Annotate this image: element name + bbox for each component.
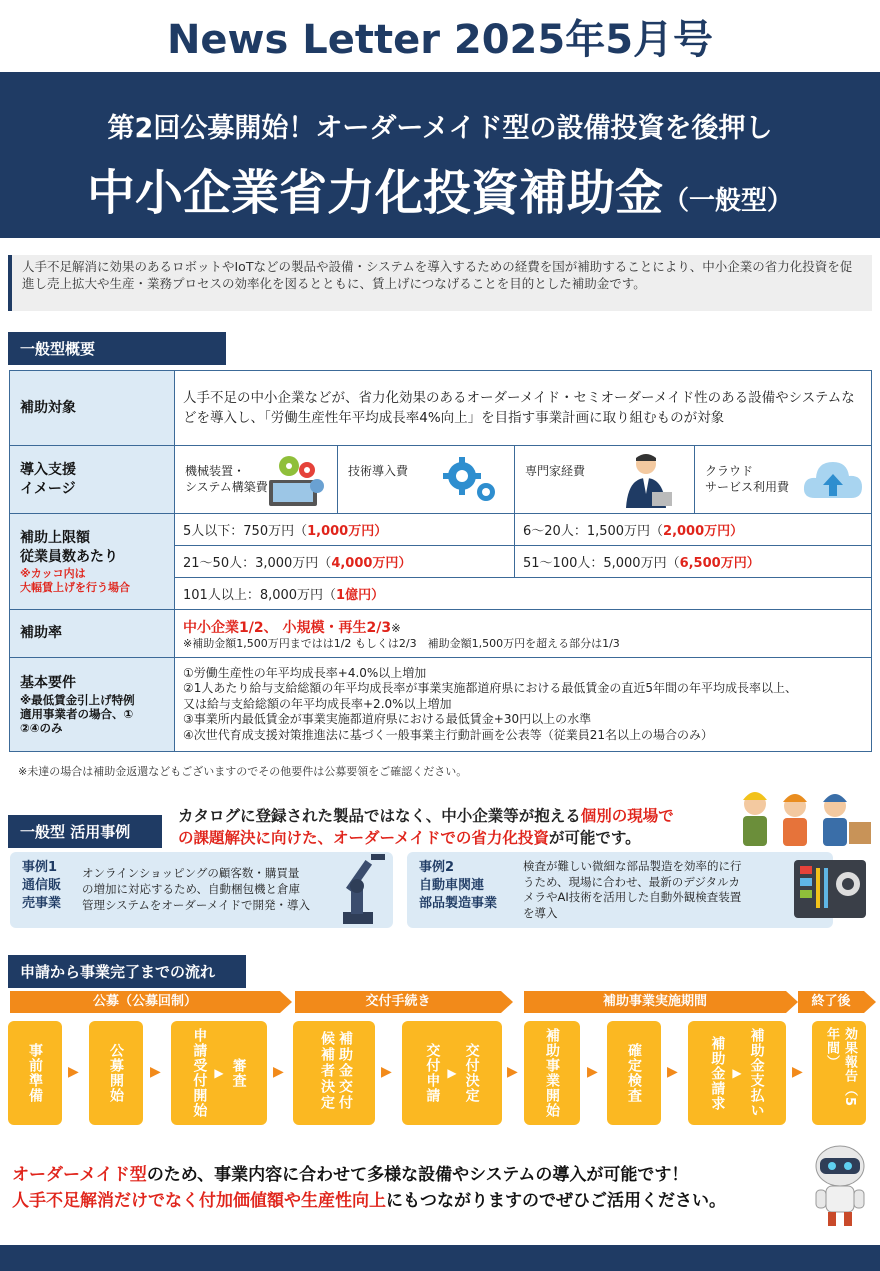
table-row: [10, 610, 872, 658]
limit-bonus: 6,500万円: [679, 556, 747, 571]
limit-text: 6〜20人：1,500万円（: [523, 524, 664, 539]
limit-bonus: 2,000万円: [663, 524, 731, 539]
workers-illustration: [735, 778, 875, 848]
phase-bar: 公募（公募回制）: [10, 991, 280, 1013]
case-sub: 部品製造事業: [419, 896, 498, 911]
closing-highlight: 人手不足解消だけでなく付加価値額や生産性向上: [12, 1191, 386, 1211]
step-label: 事前準備: [27, 1043, 43, 1103]
closing-text: にもつながりますのでぜひご活用ください。: [386, 1191, 726, 1211]
step-card: [171, 1021, 267, 1125]
table-row: [10, 371, 872, 446]
case-2-title: [419, 859, 497, 913]
support-item-technology: [338, 446, 515, 514]
banner-subtitle: 第2回公募開始！オーダーメイド型の設備投資を後押し: [107, 113, 773, 144]
limit-bonus: 4,000万円: [331, 556, 399, 571]
laptop-gears-icon: [261, 450, 331, 510]
newsletter-title: News Letter 2025年5月号: [166, 17, 714, 63]
support-label-line: イメージ: [20, 480, 76, 497]
step-card: [89, 1021, 143, 1125]
step-label: 補助事業開始: [544, 1028, 560, 1118]
list-item: ①労働生産性の年平均成長率+4.0%以上増加: [183, 665, 427, 680]
requirements-note: ②④のみ: [20, 721, 63, 735]
overview-table: [9, 370, 872, 752]
rate-main: 中小企業1/2、 小規模・再生2/3: [183, 619, 392, 636]
requirements-note: 適用事業者の場合、①: [20, 707, 134, 721]
case-title: 事例1: [22, 860, 58, 875]
list-item: 又は給与支給総額の年平均成長率+2.0%以上増加: [183, 696, 452, 711]
step-label: 審査: [230, 1058, 247, 1088]
cases-headline: [178, 805, 738, 849]
case-line: 管理システムをオーダーメイドで開発・導入: [82, 898, 311, 912]
limit-cell: [175, 514, 515, 546]
step-label: 交付決定: [463, 1043, 480, 1103]
limit-cell: [515, 546, 872, 578]
limit-note: 大幅賃上げを行う場合: [20, 580, 130, 594]
limit-text: 5人以下：750万円（: [183, 524, 308, 539]
support-item-cloud: [695, 446, 872, 514]
intro-text: 人手不足解消に効果のあるロボットやIoTなどの製品や設備・システムを導入するための経費を国が補助することにより、中小企業の省力化投資を促進し売上拡大や生産・業務プロセスの効率化を図るとともに、賃上げにつなげることを目的とした補助金です。: [8, 255, 872, 311]
case-title: 事例2: [419, 860, 455, 875]
limit-close: ）: [730, 524, 744, 539]
worker-icon: [743, 792, 767, 846]
banner-title-main: 中小企業省力化投資補助金: [86, 165, 663, 221]
limit-bonus: 1,000万円: [307, 524, 375, 539]
robot-mascot-icon: [808, 1140, 872, 1230]
target-text: 人手不足の中小企業などが、省力化効果のあるオーダーメイド・セミオーダーメイド性のある設備やシステムなどを導入し、「労働生産性年平均成長率4%向上」を目指す事業計画に取り組むものが対象: [175, 371, 872, 446]
case-1-title: [22, 859, 61, 913]
limit-label-line: 補助上限額: [20, 529, 90, 546]
step-label: 交付申請: [424, 1043, 441, 1103]
step-card: [607, 1021, 661, 1125]
overview-section-label: 一般型概要: [8, 332, 226, 365]
rate-cell: [175, 610, 872, 658]
list-item: ②1人あたり給与支給総額の年平均成長率が事業実施都道府県における最低賃金の直近5年間の年平均成長率以上、: [183, 681, 798, 696]
headline-text: が可能です。: [548, 829, 641, 847]
worker-icon: [783, 794, 807, 846]
limit-close: ）: [371, 588, 385, 603]
step-card: [688, 1021, 786, 1125]
support-item-label: クラウド: [705, 464, 754, 478]
step-card: [812, 1021, 866, 1125]
table-row: [10, 658, 872, 752]
case-line: を導入: [523, 905, 558, 920]
case-line: 検査が難しい微細な部品製造を効率的に行: [523, 859, 742, 873]
case-1-text: [82, 865, 310, 913]
limit-label: [10, 514, 175, 610]
target-label: 補助対象: [10, 371, 175, 446]
step-card: [524, 1021, 580, 1125]
businessman-icon: [622, 450, 674, 510]
worker-icon: [823, 794, 871, 846]
support-item-label: 専門家経費: [525, 464, 586, 478]
arrow-right-icon: ▶: [447, 1066, 457, 1080]
case-sub: 売事業: [22, 896, 62, 911]
rate-mark: ※: [391, 620, 401, 635]
headline-highlight: の課題解決に向けた、オーダーメイドでの省力化投資: [178, 829, 549, 847]
limit-cell: [515, 514, 872, 546]
closing-text: のため、事業内容に合わせて多様な設備やシステムの導入が可能です！: [146, 1165, 689, 1185]
step-card: [8, 1021, 62, 1125]
support-item-label: 技術導入費: [348, 464, 409, 478]
phase-bar: 交付手続き: [295, 991, 501, 1013]
headline-highlight: 個別の現場で: [580, 807, 674, 825]
arrow-right-icon: ▶: [68, 1064, 79, 1080]
requirements-label: [10, 658, 175, 752]
closing-highlight: オーダーメイド型: [12, 1165, 147, 1185]
cloud-upload-icon: [801, 454, 865, 504]
banner-title-suffix: （一般型）: [663, 186, 794, 216]
arrow-right-icon: ▶: [214, 1066, 224, 1080]
step-label: 補助金交付候補者決定: [319, 1031, 353, 1111]
phase-bar: 終了後: [798, 991, 864, 1013]
case-sub: 通信販: [22, 878, 62, 893]
closing-message: [12, 1162, 812, 1214]
step-label: 公募開始: [108, 1043, 124, 1103]
rate-label: 補助率: [10, 610, 175, 658]
step-label: 補助金支払い: [748, 1028, 765, 1118]
limit-close: ）: [398, 556, 412, 571]
limit-close: ）: [374, 524, 388, 539]
arrow-right-icon: ▶: [587, 1064, 598, 1080]
arrow-right-icon: ▶: [507, 1064, 518, 1080]
list-item: ④次世代育成支援対策推進法に基づく一般事業主行動計画を公表等（従業員21名以上の場合のみ）: [183, 727, 714, 742]
support-item-machinery: [175, 446, 338, 514]
requirements-note: ※最低賃金引上げ特例: [20, 693, 135, 707]
table-row: [10, 514, 872, 546]
headline-text: カタログに登録された製品ではなく、中小企業等が抱える: [178, 807, 581, 825]
requirements-label-title: 基本要件: [20, 675, 76, 691]
title-banner: [0, 72, 880, 238]
support-label-line: 導入支援: [20, 461, 76, 478]
footer-bar: [0, 1245, 880, 1271]
inspection-device-icon: [792, 858, 868, 920]
support-item-label: システム構築費: [185, 480, 268, 494]
support-label: [10, 446, 175, 514]
case-2-card: [407, 852, 833, 928]
limit-cell: [175, 578, 872, 610]
phase-bar: 補助事業実施期間: [524, 991, 786, 1013]
arrow-right-icon: ▶: [667, 1064, 678, 1080]
limit-text: 21〜50人：3,000万円（: [183, 556, 332, 571]
case-line: メラやAI技術を活用した自動外観検査装置: [523, 890, 742, 904]
step-card: [402, 1021, 502, 1125]
case-1-card: [10, 852, 393, 928]
limit-close: ）: [746, 556, 760, 571]
arrow-right-icon: ▶: [150, 1064, 161, 1080]
gears-icon: [440, 454, 500, 504]
table-row: [10, 446, 872, 514]
arrow-right-icon: ▶: [273, 1064, 284, 1080]
limit-cell: [175, 546, 515, 578]
rate-note: ※補助金額1,500万円まではは1/2 もしくは2/3 補助金額1,500万円を超える部分は1/3: [183, 636, 620, 650]
case-2-text: [523, 859, 742, 921]
limit-text: 101人以上：8,000万円（: [183, 588, 337, 603]
case-line: の増加に対応するため、自動梱包機と倉庫: [82, 882, 301, 896]
step-label: 申請受付開始: [191, 1028, 208, 1118]
requirements-list: [175, 658, 872, 752]
support-item-label: サービス利用費: [705, 480, 790, 494]
limit-note: ※カッコ内は: [20, 566, 86, 580]
limit-bonus: 1億円: [336, 588, 372, 603]
case-line: うため、現場に合わせ、最新のデジタルカ: [523, 874, 741, 889]
arrow-right-icon: ▶: [381, 1064, 392, 1080]
footnote: ※未達の場合は補助金返還などもございますのでその他要件は公募要領をご確認ください。: [18, 765, 468, 778]
flow-section-label: 申請から事業完了までの流れ: [8, 955, 246, 988]
robot-arm-icon: [337, 852, 389, 926]
step-label: 確定検査: [626, 1043, 642, 1103]
step-card: [293, 1021, 375, 1125]
case-sub: 自動車関連: [419, 878, 485, 893]
banner-title: [20, 154, 860, 223]
limit-label-line: 従業員数あたり: [20, 548, 118, 565]
step-label: 効果報告（5年間）: [824, 1027, 857, 1108]
arrow-right-icon: ▶: [732, 1066, 742, 1080]
support-item-label: 機械装置・: [185, 464, 246, 478]
step-label: 補助金請求: [709, 1035, 726, 1111]
list-item: ③事業所内最低賃金が事業実施都道府県における最低賃金+30円以上の水準: [183, 712, 592, 727]
support-item-expert: [515, 446, 695, 514]
arrow-right-icon: ▶: [792, 1064, 803, 1080]
limit-text: 51〜100人：5,000万円（: [523, 556, 680, 571]
case-line: オンラインショッピングの顧客数・購買量: [82, 866, 300, 880]
cases-section-label: 一般型 活用事例: [8, 815, 162, 848]
